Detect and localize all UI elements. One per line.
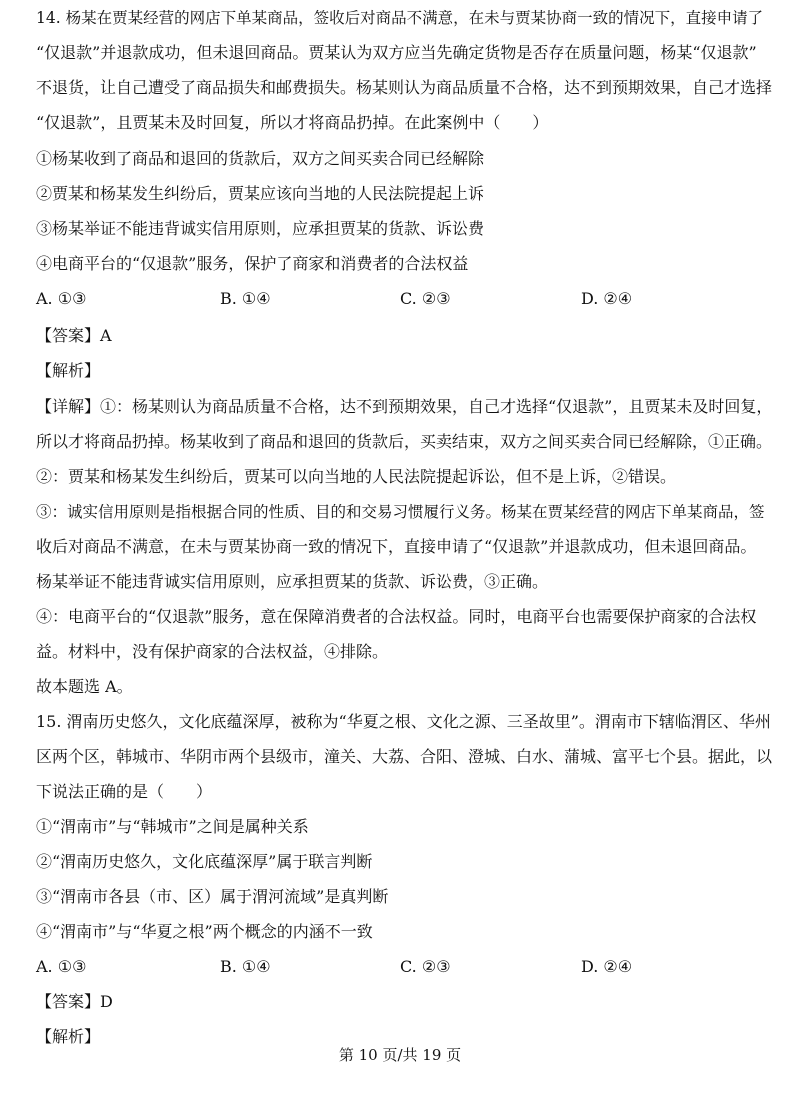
q15-option-a: A. ①③ (36, 957, 87, 976)
q15-answer: 【答案】D (36, 992, 113, 1011)
q15-analysis-label: 【解析】 (36, 1027, 101, 1046)
q14-detail-line: 收后对商品不满意，在未与贾某协商一致的情况下，直接申请了“仅退款”并退款成功，但未退回商品。 (36, 537, 757, 556)
q14-detail-line: ③：诚实信用原则是指根据合同的性质、目的和交易习惯履行义务。杨某在贾某经营的网店下单某商品，签 (36, 503, 765, 521)
q14-detail-line: 【详解】①：杨某则认为商品质量不合格，达不到预期效果，自己才选择“仅退款”，且贾某未及时回复， (36, 397, 773, 416)
q14-stem-line: 14. 杨某在贾某经营的网店下单某商品，签收后对商品不满意，在未与贾某协商一致的情况下，直接申请了 (36, 9, 764, 27)
q15-stem-line: 下说法正确的是（ ） (36, 782, 213, 801)
q15-statement: ③“渭南市各县（市、区）属于渭河流域”是真判断 (36, 887, 389, 906)
q14-option-d: D. ②④ (581, 289, 633, 308)
q14-detail-line: 益。材料中，没有保护商家的合法权益，④排除。 (36, 642, 389, 661)
q14-statement: ③杨某举证不能违背诚实信用原则，应承担贾某的货款、诉讼费 (36, 219, 485, 238)
q14-options (36, 289, 772, 309)
q15-statement: ②“渭南历史悠久，文化底蕴深厚”属于联言判断 (36, 852, 373, 871)
q14-statement: ②贾某和杨某发生纠纷后，贾某应该向当地的人民法院提起上诉 (36, 184, 485, 203)
q15-statement: ①“渭南市”与“韩城市”之间是属种关系 (36, 817, 309, 836)
q14-statement: ①杨某收到了商品和退回的货款后，双方之间买卖合同已经解除 (36, 149, 485, 168)
q14-option-c: C. ②③ (400, 289, 451, 308)
q15-option-c: C. ②③ (400, 957, 451, 976)
q14-analysis-label: 【解析】 (36, 361, 101, 380)
q14-detail-line: 杨某举证不能违背诚实信用原则，应承担贾某的货款、诉讼费，③正确。 (36, 572, 549, 591)
q14-option-b: B. ①④ (220, 289, 271, 308)
q14-detail-line: ②：贾某和杨某发生纠纷后，贾某可以向当地的人民法院提起诉讼，但不是上诉，②错误。 (36, 467, 677, 486)
q14-stem-line: 不退货，让自己遭受了商品损失和邮费损失。杨某则认为商品质量不合格，达不到预期效果，自己才选择 (36, 78, 773, 97)
q14-statement: ④电商平台的“仅退款”服务，保护了商家和消费者的合法权益 (36, 254, 469, 273)
q14-stem-line: “仅退款”，且贾某未及时回复，所以才将商品扔掉。在此案例中（ ） (36, 113, 549, 132)
q14-stem-line: “仅退款”并退款成功，但未退回商品。贾某认为双方应当先确定货物是否存在质量问题，杨某“仅退款” (36, 43, 757, 62)
q15-statement: ④“渭南市”与“华夏之根”两个概念的内涵不一致 (36, 922, 373, 941)
q15-option-d: D. ②④ (581, 957, 633, 976)
q14-detail-line: 所以才将商品扔掉。杨某收到了商品和退回的货款后，买卖结束，双方之间买卖合同已经解除，①正确。 (36, 432, 773, 451)
q15-options (36, 957, 772, 977)
q15-stem-line: 15. 渭南历史悠久，文化底蕴深厚，被称为“华夏之根、文化之源、三圣故里”。渭南市下辖临渭区、华州 (36, 712, 771, 731)
q14-detail-line: ④：电商平台的“仅退款”服务，意在保障消费者的合法权益。同时，电商平台也需要保护商家的合法权 (36, 607, 757, 626)
q14-detail-line: 故本题选 A。 (36, 677, 133, 696)
q14-answer: 【答案】A (36, 326, 112, 345)
q15-stem-line: 区两个区，韩城市、华阴市两个县级市，潼关、大荔、合阳、澄城、白水、蒲城、富平七个县。据此，以 (36, 747, 773, 766)
q15-option-b: B. ①④ (220, 957, 271, 976)
page-footer: 第 10 页/共 19 页 (338, 1046, 462, 1064)
q14-option-a: A. ①③ (36, 289, 87, 308)
